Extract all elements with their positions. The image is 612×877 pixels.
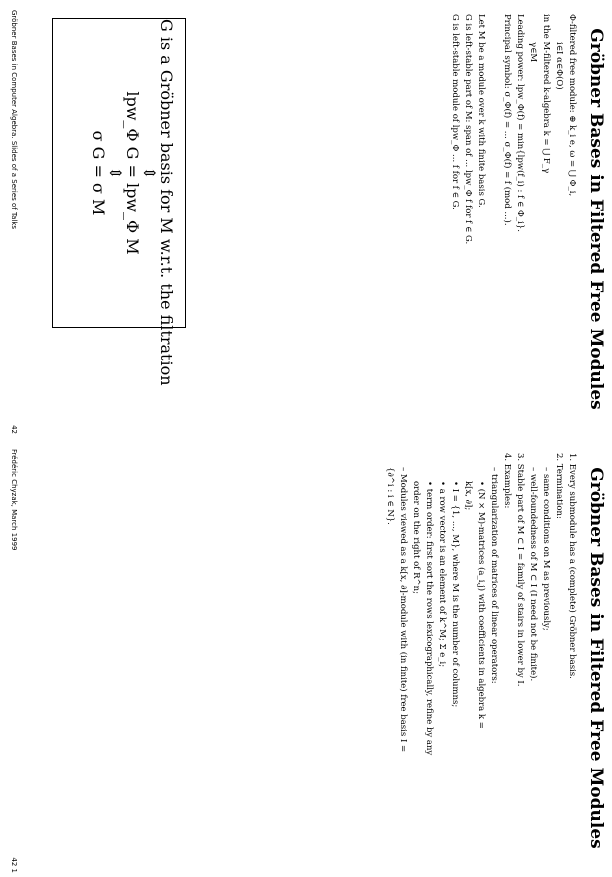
list-item: 4. Examples: <box>502 453 512 509</box>
list-item: {∂^i : i ∈ N}. <box>385 467 395 525</box>
list-item: • (N × M)-matrices (a_i,j) with coefficients in algebra k = <box>476 481 486 729</box>
list-item: – same conditions on M as previously; <box>541 467 551 631</box>
page-number: 42 1 <box>10 857 18 873</box>
footer-author: Frédéric Chyzak, March 1999 <box>10 449 18 551</box>
list-item: k[x, ∂]; <box>463 481 473 511</box>
list-item: • term order: first sort the rows lexicographically, refine by any <box>424 481 434 756</box>
list-item: • a row vector is an element of k^M; Σ e_i; <box>437 481 447 668</box>
list-item: 3. Stable part of M ⊂ I = family of stairs in lower by I. <box>515 453 525 687</box>
text-line: Leading power: lpw_Φ(f) = min{lpw(f_i) : f ∈ Φ_i}. <box>515 14 525 232</box>
box-line: G is a Gröbner basis for M w.r.t. the filtration <box>157 19 176 386</box>
slide-title: Gröbner Bases in Filtered Free Modules <box>586 467 606 849</box>
list-item: – Modules viewed as a k[x, ∂]-module with (in finite) free basis I = <box>398 467 408 753</box>
slide-title: Gröbner Bases in Filtered Free Modules <box>586 28 606 410</box>
equivalence-symbol: ⇕ <box>106 166 125 180</box>
box-line: lpw_Φ G = lpw_Φ M <box>123 91 142 255</box>
text-line: Φ-filtered free module: ⊕ k_i e, ω = ⋃ Φ_i, <box>567 14 577 197</box>
list-item: • I = {1, ..., M}, where M is the number of columns; <box>450 481 460 708</box>
list-item: 2. Termination: <box>554 453 564 519</box>
footer-text: Gröbner Bases in Computer Algebra. Slides of a Series of Talks <box>10 10 18 230</box>
text-line <box>487 14 500 428</box>
text-line: γ∈M <box>528 42 538 63</box>
text-line: Let M be a module over k with finite basis G. <box>476 14 486 208</box>
text-line: in the M-filtered k-algebra k = ⋃ F_γ <box>541 14 551 174</box>
text-line: Principal symbol: σ_Φ(f) = ... σ_Φ(f) = f (mod ...). <box>502 14 512 226</box>
list-item: – triangularization of matrices of linear operators: <box>489 467 499 684</box>
box-line: σ G = σ M <box>89 130 108 216</box>
list-item: order on the right of R^n; <box>411 481 421 594</box>
text-line: i∈I α∈Φ(O) <box>554 42 564 90</box>
slide-body <box>383 453 578 867</box>
slide-right <box>0 439 612 877</box>
text-line: G is left-stable module of lpw_Φ ... f for f ∈ G. <box>450 14 460 210</box>
list-item: 1. Every submodule has a (complete) Gröbner basis. <box>567 453 577 679</box>
page-number: 42 <box>10 425 18 434</box>
list-item: – well-foundedness of M ⊂ I (I need not be finite). <box>528 467 538 682</box>
text-line: G is left-stable part of M: span of ... lpw_Φ f for f ∈ G. <box>463 14 473 245</box>
slide-body <box>448 14 578 428</box>
equivalence-symbol: ⇕ <box>140 166 159 180</box>
theorem-box <box>52 18 186 386</box>
slide-left <box>0 0 612 438</box>
